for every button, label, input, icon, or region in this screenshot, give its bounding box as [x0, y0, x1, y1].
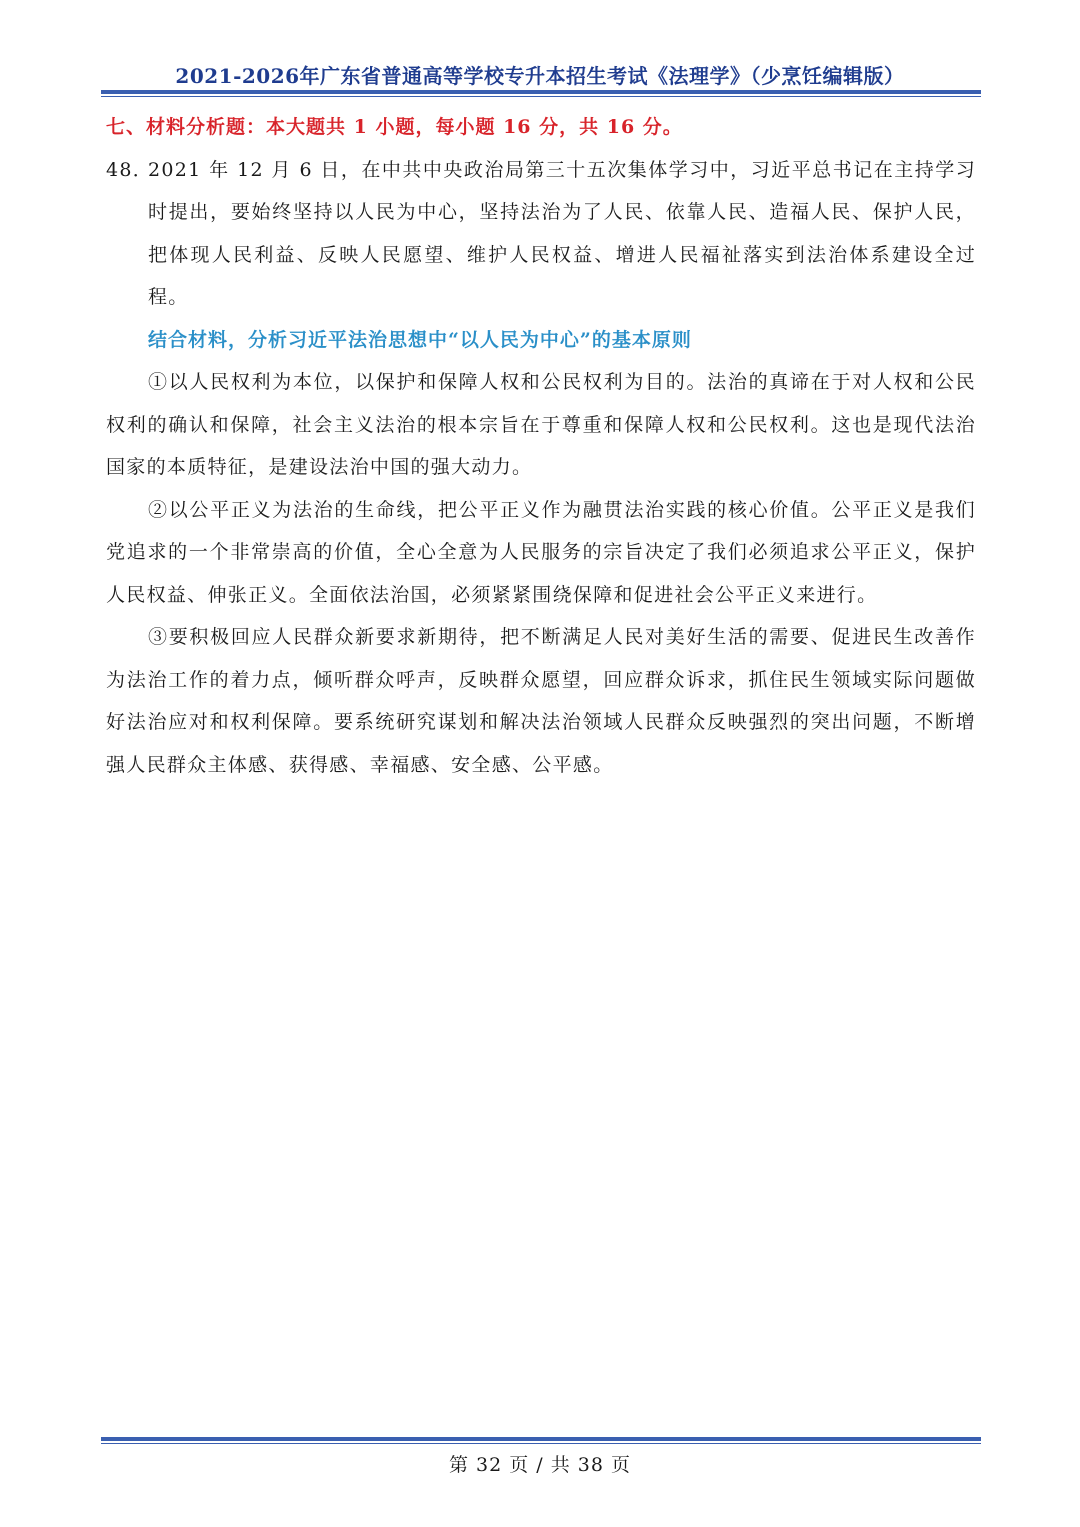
answer-point-2: ②以公平正义为法治的生命线，把公平正义作为融贯法治实践的核心价值。公平正义是我们党追求的一个非常崇高的价值，全心全意为人民服务的宗旨决定了我们必须追求公平正义，保护人民权益、伸张正义。全面依法治国，必须紧紧围绕保障和促进社会公平正义来进行。 [106, 498, 976, 606]
header-divider-thin [101, 96, 981, 97]
header-divider-thick [101, 90, 981, 94]
footer-divider-thin [101, 1443, 981, 1444]
page-number: 第 32 页 / 共 38 页 [449, 1454, 631, 1476]
page-content [106, 106, 976, 786]
header-title: 2021-2026年广东省普通高等学校专升本招生考试《法理学》（少烹饪编辑版） [175, 64, 905, 88]
question-prompt: 结合材料，分析习近平法治思想中“以人民为中心”的基本原则 [148, 328, 692, 351]
answer-point-1: ①以人民权利为本位，以保护和保障人权和公民权利为目的。法治的真谛在于对人权和公民权利的确认和保障，社会主义法治的根本宗旨在于尊重和保障人权和公民权利。这也是现代法治国家的本质特征，是建设法治中国的强大动力。 [106, 371, 976, 478]
footer-divider [101, 1437, 981, 1444]
footer-divider-thick [101, 1437, 981, 1441]
question-material: 2021 年 12 月 6 日，在中共中央政治局第三十五次集体学习中，习近平总书记在主持学习时提出，要始终坚持以人民为中心，坚持法治为了人民、依靠人民、造福人民、保护人民，把体现人民利益、反映人民愿望、维护人民权益、增进人民福祉落实到法治体系建设全过程。 [148, 158, 976, 308]
section-heading: 七、材料分析题：本大题共 1 小题，每小题 16 分，共 16 分。 [106, 116, 683, 138]
question-number: 48． [106, 158, 154, 181]
header-divider [101, 90, 981, 97]
question-48 [106, 149, 976, 319]
answer-point-3: ③要积极回应人民群众新要求新期待，把不断满足人民对美好生活的需要、促进民生改善作为法治工作的着力点，倾听群众呼声，反映群众愿望，回应群众诉求，抓住民生领域实际问题做好法治应对和权利保障。要系统研究谋划和解决法治领域人民群众反映强烈的突出问题，不断增强人民群众主体感、获得感、幸福感、安全感、公平感。 [106, 626, 976, 776]
